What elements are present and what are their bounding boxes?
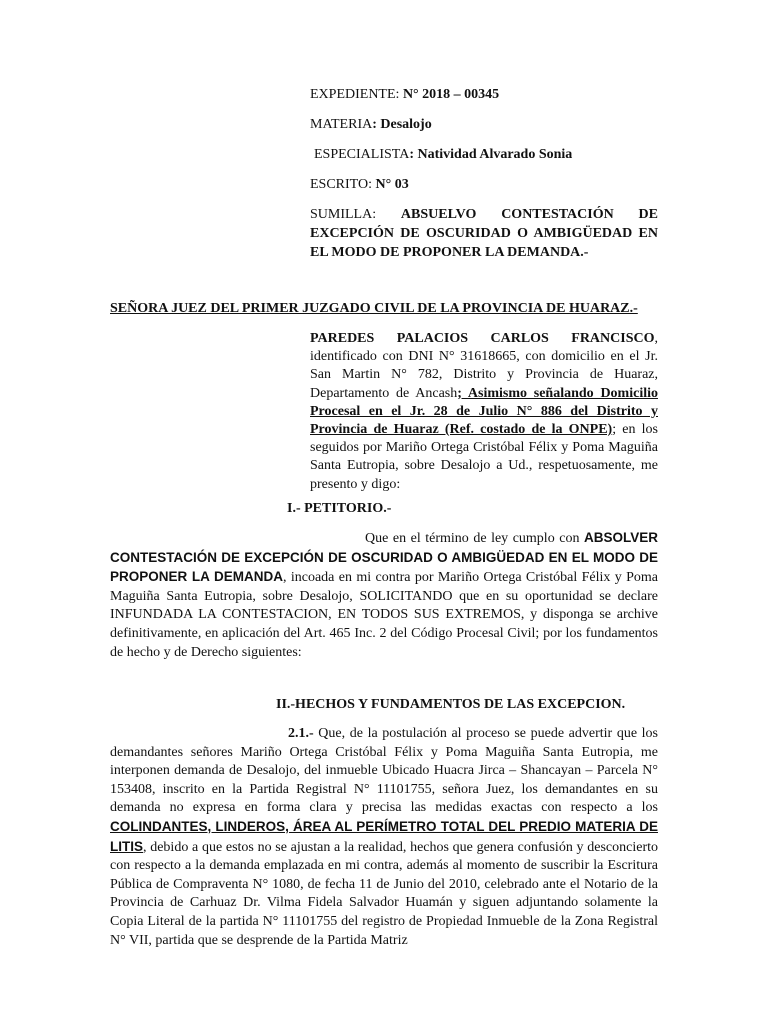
escrito-line <box>310 176 409 194</box>
escrito-value: N° 03 <box>375 177 409 192</box>
especialista-line <box>314 146 572 164</box>
sumilla-label: SUMILLA: <box>310 207 377 222</box>
petitorio-intro: Que en el término de ley cumplo con <box>365 531 584 546</box>
materia-value: : Desalojo <box>372 117 432 132</box>
paragraph-number: 2.1.- <box>288 726 314 741</box>
expediente-label: EXPEDIENTE: <box>310 87 403 102</box>
hechos-bold: COLINDANTES, LINDEROS, ÁREA AL PERÍMETRO TOTAL DEL PREDIO MATERIA DE LITIS <box>110 818 658 854</box>
party-name: PAREDES PALACIOS CARLOS FRANCISCO <box>310 331 655 346</box>
party-identification: , identificado con DNI N° 31618665, con domicilio en el Jr. San Martin N° 782, Distrito y Provincia de Huaraz, Departamento de Ancash <box>310 331 658 401</box>
escrito-label: ESCRITO: <box>310 177 376 192</box>
sumilla-text: EXCEPCIÓN DE OSCURIDAD O AMBIGÜEDAD EN EL MODO DE PROPONER LA DEMANDA.- <box>310 226 658 260</box>
expediente-line <box>310 86 499 104</box>
materia-label: MATERIA <box>310 117 373 132</box>
especialista-label: ESPECIALISTA <box>314 147 410 162</box>
sumilla-word-3: DE <box>638 207 658 222</box>
petitorio-heading: I.- PETITORIO.- <box>287 501 392 516</box>
sumilla-first-line <box>310 205 658 224</box>
petitorio-text: , incoada en mi contra por Mariño Ortega Cristóbal Félix y Poma Maguiña Santa Eutropia, sobre Desalojo, SOLICITANDO que en su oportunidad se declare INFUNDADA LA CONTESTACION, EN TODOS SUS EXTREMOS, y disponga se archive definitivamente, en aplicación del Art. 465 Inc. 2 del Código Procesal Civil; por los fundamentos de hecho y de Derecho siguientes: <box>110 570 658 660</box>
hechos-heading: II.-HECHOS Y FUNDAMENTOS DE LAS EXCEPCION. <box>276 697 626 712</box>
especialista-value: : Natividad Alvarado Sonia <box>409 147 573 162</box>
addressee-heading: SEÑORA JUEZ DEL PRIMER JUZGADO CIVIL DE LA PROVINCIA DE HUARAZ.- <box>110 301 638 316</box>
sumilla-word-2: CONTESTACIÓN <box>501 207 614 222</box>
materia-line <box>310 116 432 134</box>
petitorio-bold: ABSOLVER CONTESTACIÓN DE EXCEPCIÓN DE OSCURIDAD O AMBIGÜEDAD EN EL MODO DE PROPONER LA DEMANDA <box>110 530 658 585</box>
hechos-text-1: Que, de la postulación al proceso se puede advertir que los demandantes señores Mariño Ortega Cristóbal Félix y Poma Maguiña Santa Eutropia, me interponen demanda de Desalojo, del inmueble Ubicado Huacra Jirca – Shancayan – Parcela N° 153408, inscrito en la Partida Registral N° 11101755, señora Juez, los demandantes en su demanda no expresa en forma clara y precisa las medidas exactas con respecto a los <box>110 726 658 816</box>
sumilla <box>310 205 658 262</box>
sumilla-word-1: ABSUELVO <box>400 207 477 222</box>
petitorio-paragraph <box>110 529 658 662</box>
hechos-paragraph <box>110 725 658 950</box>
hechos-text-2: , debido a que estos no se ajustan a la realidad, hechos que genera confusión y desconcierto con respecto a la demanda emplazada en mi contra, además al momento de suscribir la Escritura Pública de Compraventa N° 1080, de fecha 11 de Junio del 2010, celebrado ante el Notario de la Provincia de Carhuaz Dr. Vilma Fidela Salvador Huamán y siguen adjuntando solamente la Copia Literal de la partida N° 11101755 del registro de Propiedad Inmueble de la Zona Registral N° VII, partida que se desprende de la Partida Matriz <box>110 839 658 948</box>
party-paragraph <box>310 330 658 494</box>
party-closing: ; en los seguidos por Mariño Ortega Cristóbal Félix y Poma Maguiña Santa Eutropia, sobre Desalojo a Ud., respetuosamente, me presento y digo: <box>310 422 658 492</box>
expediente-value: N° 2018 – 00345 <box>402 87 500 102</box>
party-procedural-address: ; Asimismo señalando Domicilio Procesal en el Jr. 28 de Julio N° 886 del Distrito y Provincia de Huaraz (Ref. costado de la ONPE) <box>310 385 658 438</box>
